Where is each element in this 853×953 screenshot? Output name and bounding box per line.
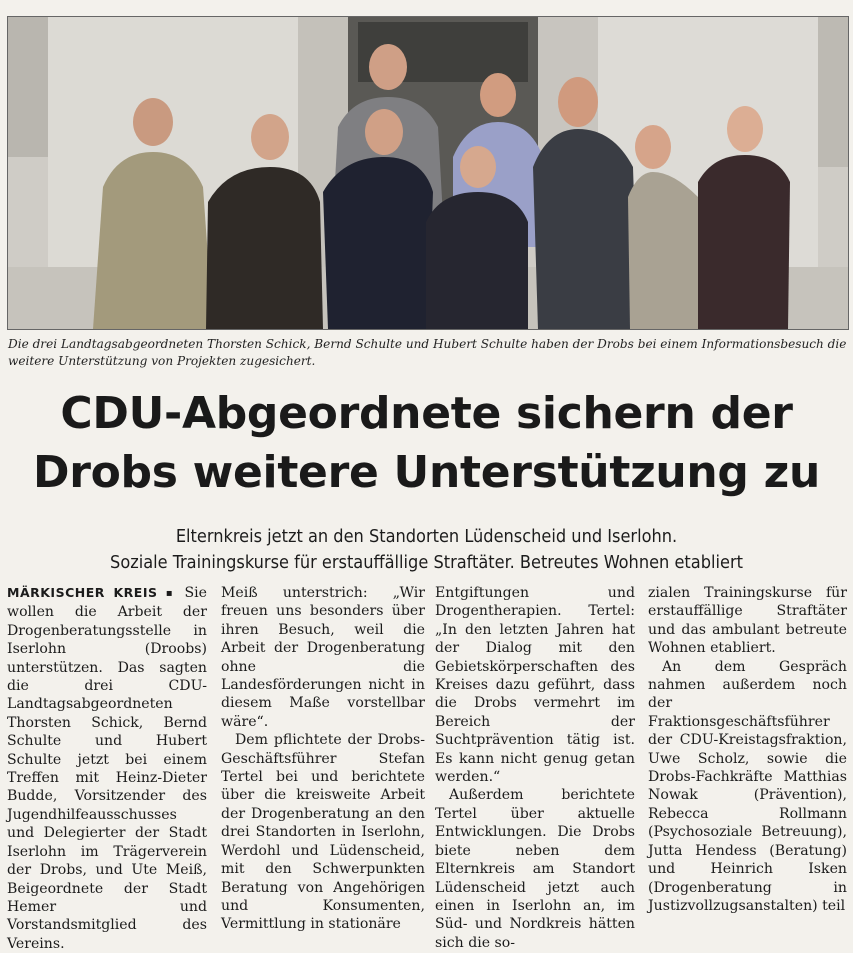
article-paragraph: An dem Gespräch nahmen außerdem noch der Fraktionsgeschäftsführer der CDU-Kreistagsfraktion, Uwe Scholz, sowie die Drobs-Fachkräfte Matthias Nowak (Prävention), Rebecca Rollmann (Psychosoziale Betreuung), Jutta Hendess (Beratung) und Heinrich Isken (Drogenberatung in Justizvollzugsanstalten) teil [648, 658, 847, 914]
article-paragraph [7, 584, 207, 953]
article-text: Sie wollen die Arbeit der Drogenberatungsstelle in Iserlohn (Droobs) unterstützen. Das sagten die drei CDU-Landtagsabgeordneten Thorsten Schick, Bernd Schulte und Hubert Schulte jetzt bei einem Treffen mit Heinz-Dieter Budde, Vorsitzender des Jugendhilfeausschusses und Delegierter der Stadt Iserlohn im Trägerverein der Drobs, und Ute Meiß, Beigeordnete der Stadt Hemer und Vorstandsmitglied des Vereins. [7, 585, 207, 952]
group-photo-illustration [8, 17, 848, 329]
article-paragraph: zialen Trainingskurse für erstauffällige Straftäter und das ambulant betreute Wohnen etabliert. [648, 585, 847, 657]
bullet-icon: ▪ [165, 588, 177, 599]
subheadline-1: Elternkreis jetzt an den Standorten Lüdenscheid und Iserlohn. [175, 526, 678, 547]
headline-line-2: Drobs weitere Unterstützung zu [33, 447, 820, 498]
dateline: MÄRKISCHER KREIS [7, 585, 158, 600]
article-column-2 [221, 584, 425, 934]
headline-line-1: CDU-Abgeordnete sichern der [60, 388, 793, 439]
photo-caption: Die drei Landtagsabgeordneten Thorsten Schick, Bernd Schulte und Hubert Schulte haben der Drobs bei einem Informationsbesuch die weitere Unterstützung von Projekten zugesichert. [8, 337, 847, 368]
article-column-4 [648, 584, 847, 915]
article-column-3 [435, 584, 635, 952]
article-column-1 [7, 584, 207, 953]
headline [0, 384, 853, 502]
article-paragraph: Außerdem berichtete Tertel über aktuelle Entwicklungen. Die Drobs biete neben dem Elternkreis am Standort Lüdenscheid jetzt auch einen in Iserlohn an, im Süd- und Nordkreis hätten sich die so- [435, 787, 635, 951]
group-photo [7, 16, 849, 330]
article-paragraph: Entgiftungen und Drogentherapien. Tertel: „In den letzten Jahren hat der Dialog mit den Gebietskörperschaften des Kreises dazu geführt, dass die Drobs vermehrt im Bereich der Suchtprävention tätig ist. Es kann nicht genug getan werden.“ [435, 585, 635, 786]
article-paragraph: Meiß unterstrich: „Wir freuen uns besonders über ihren Besuch, weil die Arbeit der Drogenberatung ohne die Landesförderungen nicht in diesem Maße vorstellbar wäre“. [221, 585, 425, 730]
article-paragraph: Dem pflichtete der Drobs-Geschäftsführer Stefan Tertel bei und berichtete über die kreisweite Arbeit der Drogenberatung an den drei Standorten in Iserlohn, Werdohl und Lüdenscheid, mit den Schwerpunkten Beratung von Angehörigen und Konsumenten, Vermittlung in stationäre [221, 732, 425, 933]
subheadline-2: Soziale Trainingskurse für erstauffällige Straftäter. Betreutes Wohnen etabliert [110, 552, 743, 573]
